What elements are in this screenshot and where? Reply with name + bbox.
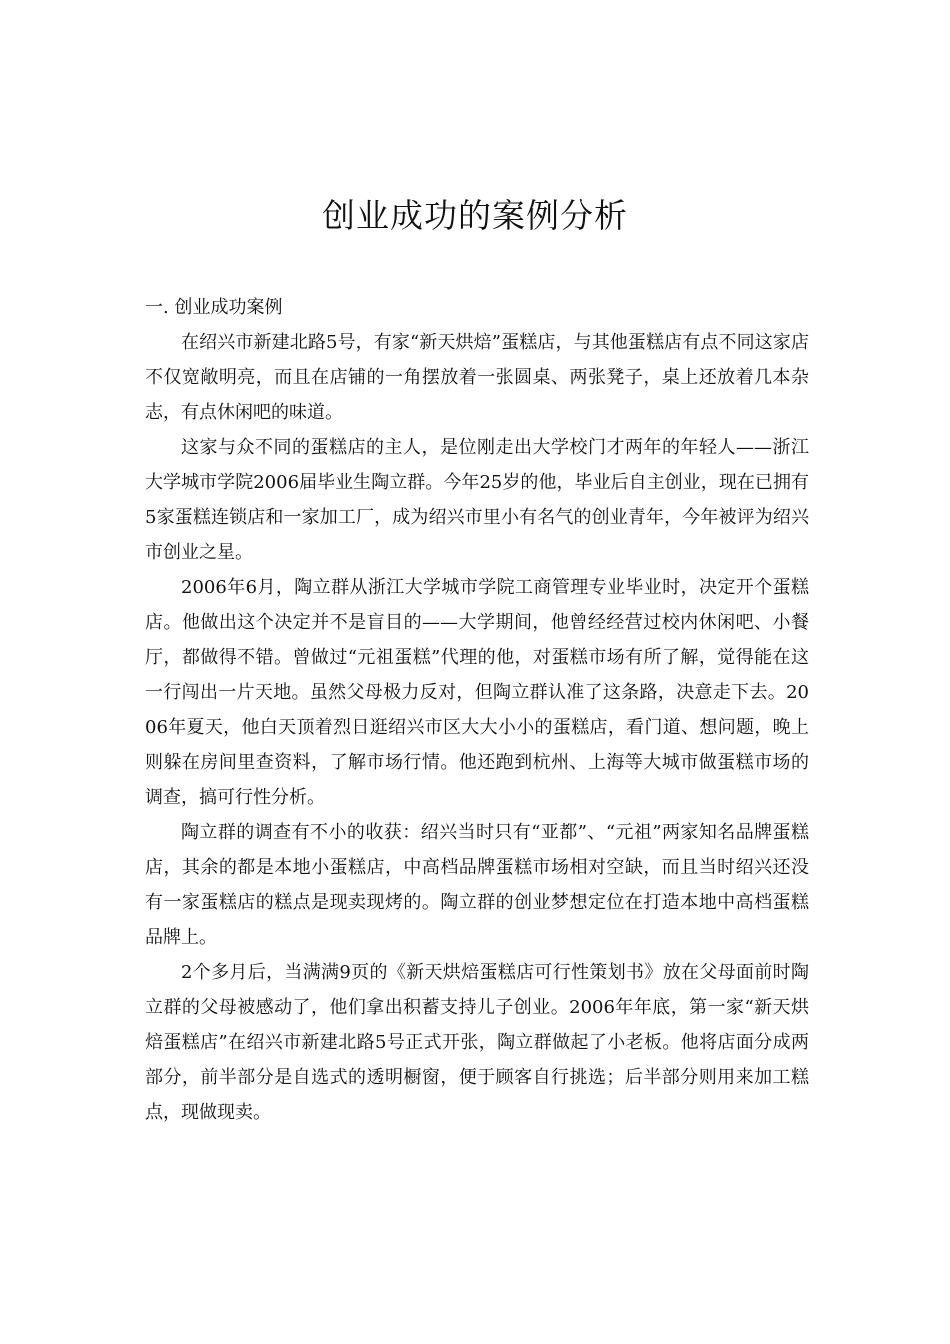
paragraph-5: 2个多月后，当满满9页的《新天烘焙蛋糕店可行性策划书》放在父母面前时陶立群的父母被感动了，他们拿出积蓄支持儿子创业。2006年年底，第一家“新天烘焙蛋糕店”在绍兴市新建北路5号正式开张，陶立群做起了小老板。他将店面分成两部分，前半部分是自选式的透明橱窗，便于顾客自行挑选；后半部分则用来加工糕点，现做现卖。 [145, 962, 809, 1123]
paragraph-4: 陶立群的调查有不小的收获：绍兴当时只有“亚都”、“元祖”两家知名品牌蛋糕店，其余的都是本地小蛋糕店，中高档品牌蛋糕市场相对空缺，而且当时绍兴还没有一家蛋糕店的糕点是现卖现烤的。陶立群的创业梦想定位在打造本地中高档蛋糕品牌上。 [145, 822, 809, 948]
paragraph-3: 2006年6月，陶立群从浙江大学城市学院工商管理专业毕业时，决定开个蛋糕店。他做出这个决定并不是盲目的——大学期间，他曾经经营过校内休闲吧、小餐厅，都做得不错。曾做过“元祖蛋糕”代理的他，对蛋糕市场有所了解，觉得能在这一行闯出一片天地。虽然父母极力反对，但陶立群认准了这条路，决意走下去。2006年夏天，他白天顶着烈日逛绍兴市区大大小小的蛋糕店，看门道、想问题，晚上则躲在房间里查资料，了解市场行情。他还跑到杭州、上海等大城市做蛋糕市场的调查，搞可行性分析。 [145, 577, 809, 808]
document-title: 创业成功的案例分析 [322, 196, 628, 235]
document-body [145, 290, 809, 1130]
paragraph-1: 在绍兴市新建北路5号，有家“新天烘焙”蛋糕店，与其他蛋糕店有点不同这家店不仅宽敞明亮，而且在店铺的一角摆放着一张圆桌、两张凳子，桌上还放着几本杂志，有点休闲吧的味道。 [145, 332, 809, 423]
section-heading: 一. 创业成功案例 [145, 297, 283, 318]
paragraph-2: 这家与众不同的蛋糕店的主人，是位刚走出大学校门才两年的年轻人——浙江大学城市学院2006届毕业生陶立群。今年25岁的他，毕业后自主创业，现在已拥有5家蛋糕连锁店和一家加工厂，成为绍兴市里小有名气的创业青年，今年被评为绍兴市创业之星。 [145, 437, 809, 563]
